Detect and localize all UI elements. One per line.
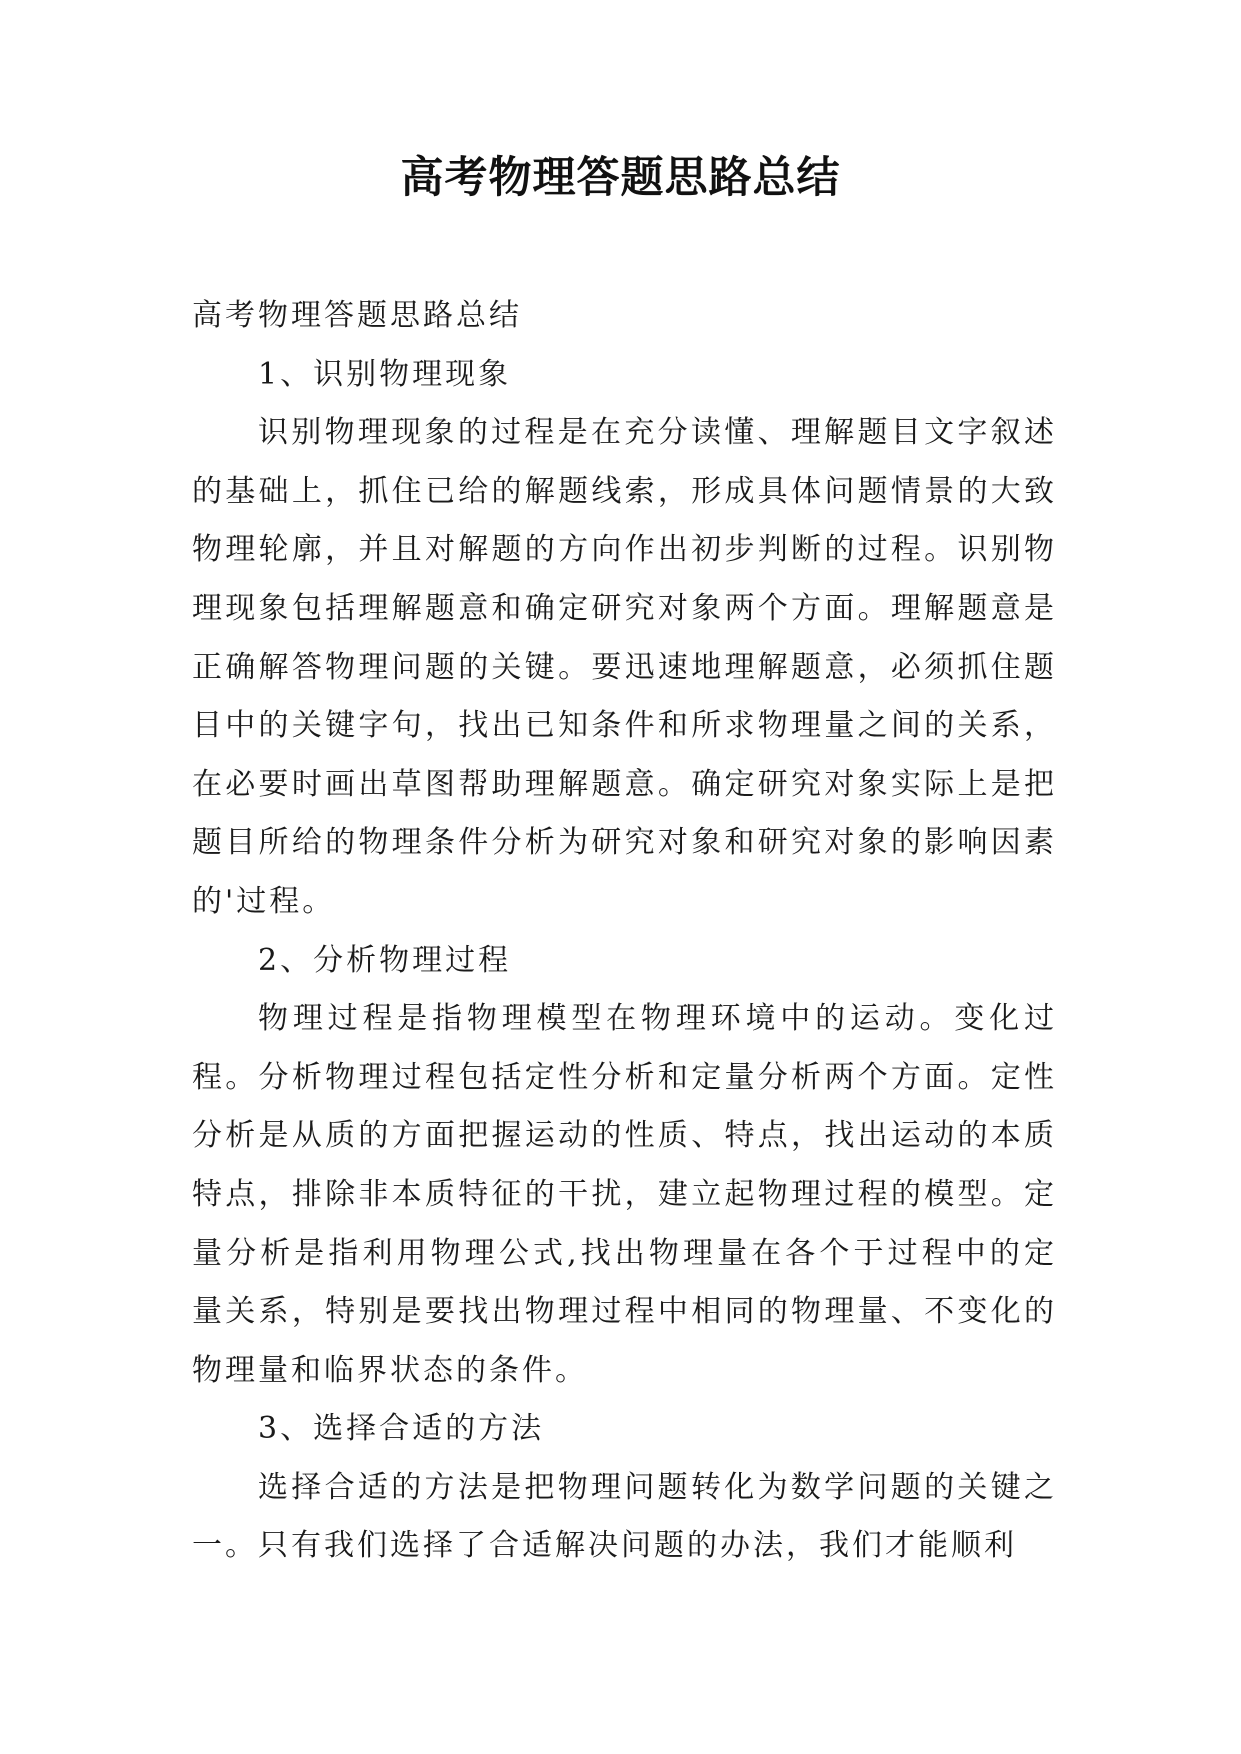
document-subtitle: 高考物理答题思路总结 [192, 298, 522, 333]
section-3-heading: 3、选择合适的方法 [258, 1411, 545, 1447]
section-1-paragraph: 识别物理现象的过程是在充分读懂、理解题目文字叙述的基础上，抓住已给的解题线索，形成具体问题情景的大致物理轮廓，并且对解题的方向作出初步判断的过程。识别物理现象包括理解题意和确定研究对象两个方面。理解题意是正确解答物理问题的关键。要迅速地理解题意，必须抓住题目中的关键字句，找出已知条件和所求物理量之间的关系，在必要时画出草图帮助理解题意。确定研究对象实际上是把题目所给的物理条件分析为研究对象和研究对象的影响因素的'过程。 [192, 415, 1057, 919]
document-title: 高考物理答题思路总结 [400, 153, 841, 203]
document-body [192, 287, 1057, 1576]
section-2-heading: 2、分析物理过程 [258, 942, 512, 978]
section-3-paragraph: 选择合适的方法是把物理问题转化为数学问题的关键之一。只有我们选择了合适解决问题的办法，我们才能顺利 [192, 1469, 1057, 1564]
section-2-paragraph: 物理过程是指物理模型在物理环境中的运动。变化过程。分析物理过程包括定性分析和定量分析两个方面。定性分析是从质的方面把握运动的性质、特点，找出运动的本质特点，排除非本质特征的干扰，建立起物理过程的模型。定量分析是指利用物理公式,找出物理量在各个于过程中的定量关系，特别是要找出物理过程中相同的物理量、不变化的物理量和临界状态的条件。 [192, 1001, 1057, 1388]
section-1-heading: 1、识别物理现象 [258, 356, 512, 392]
